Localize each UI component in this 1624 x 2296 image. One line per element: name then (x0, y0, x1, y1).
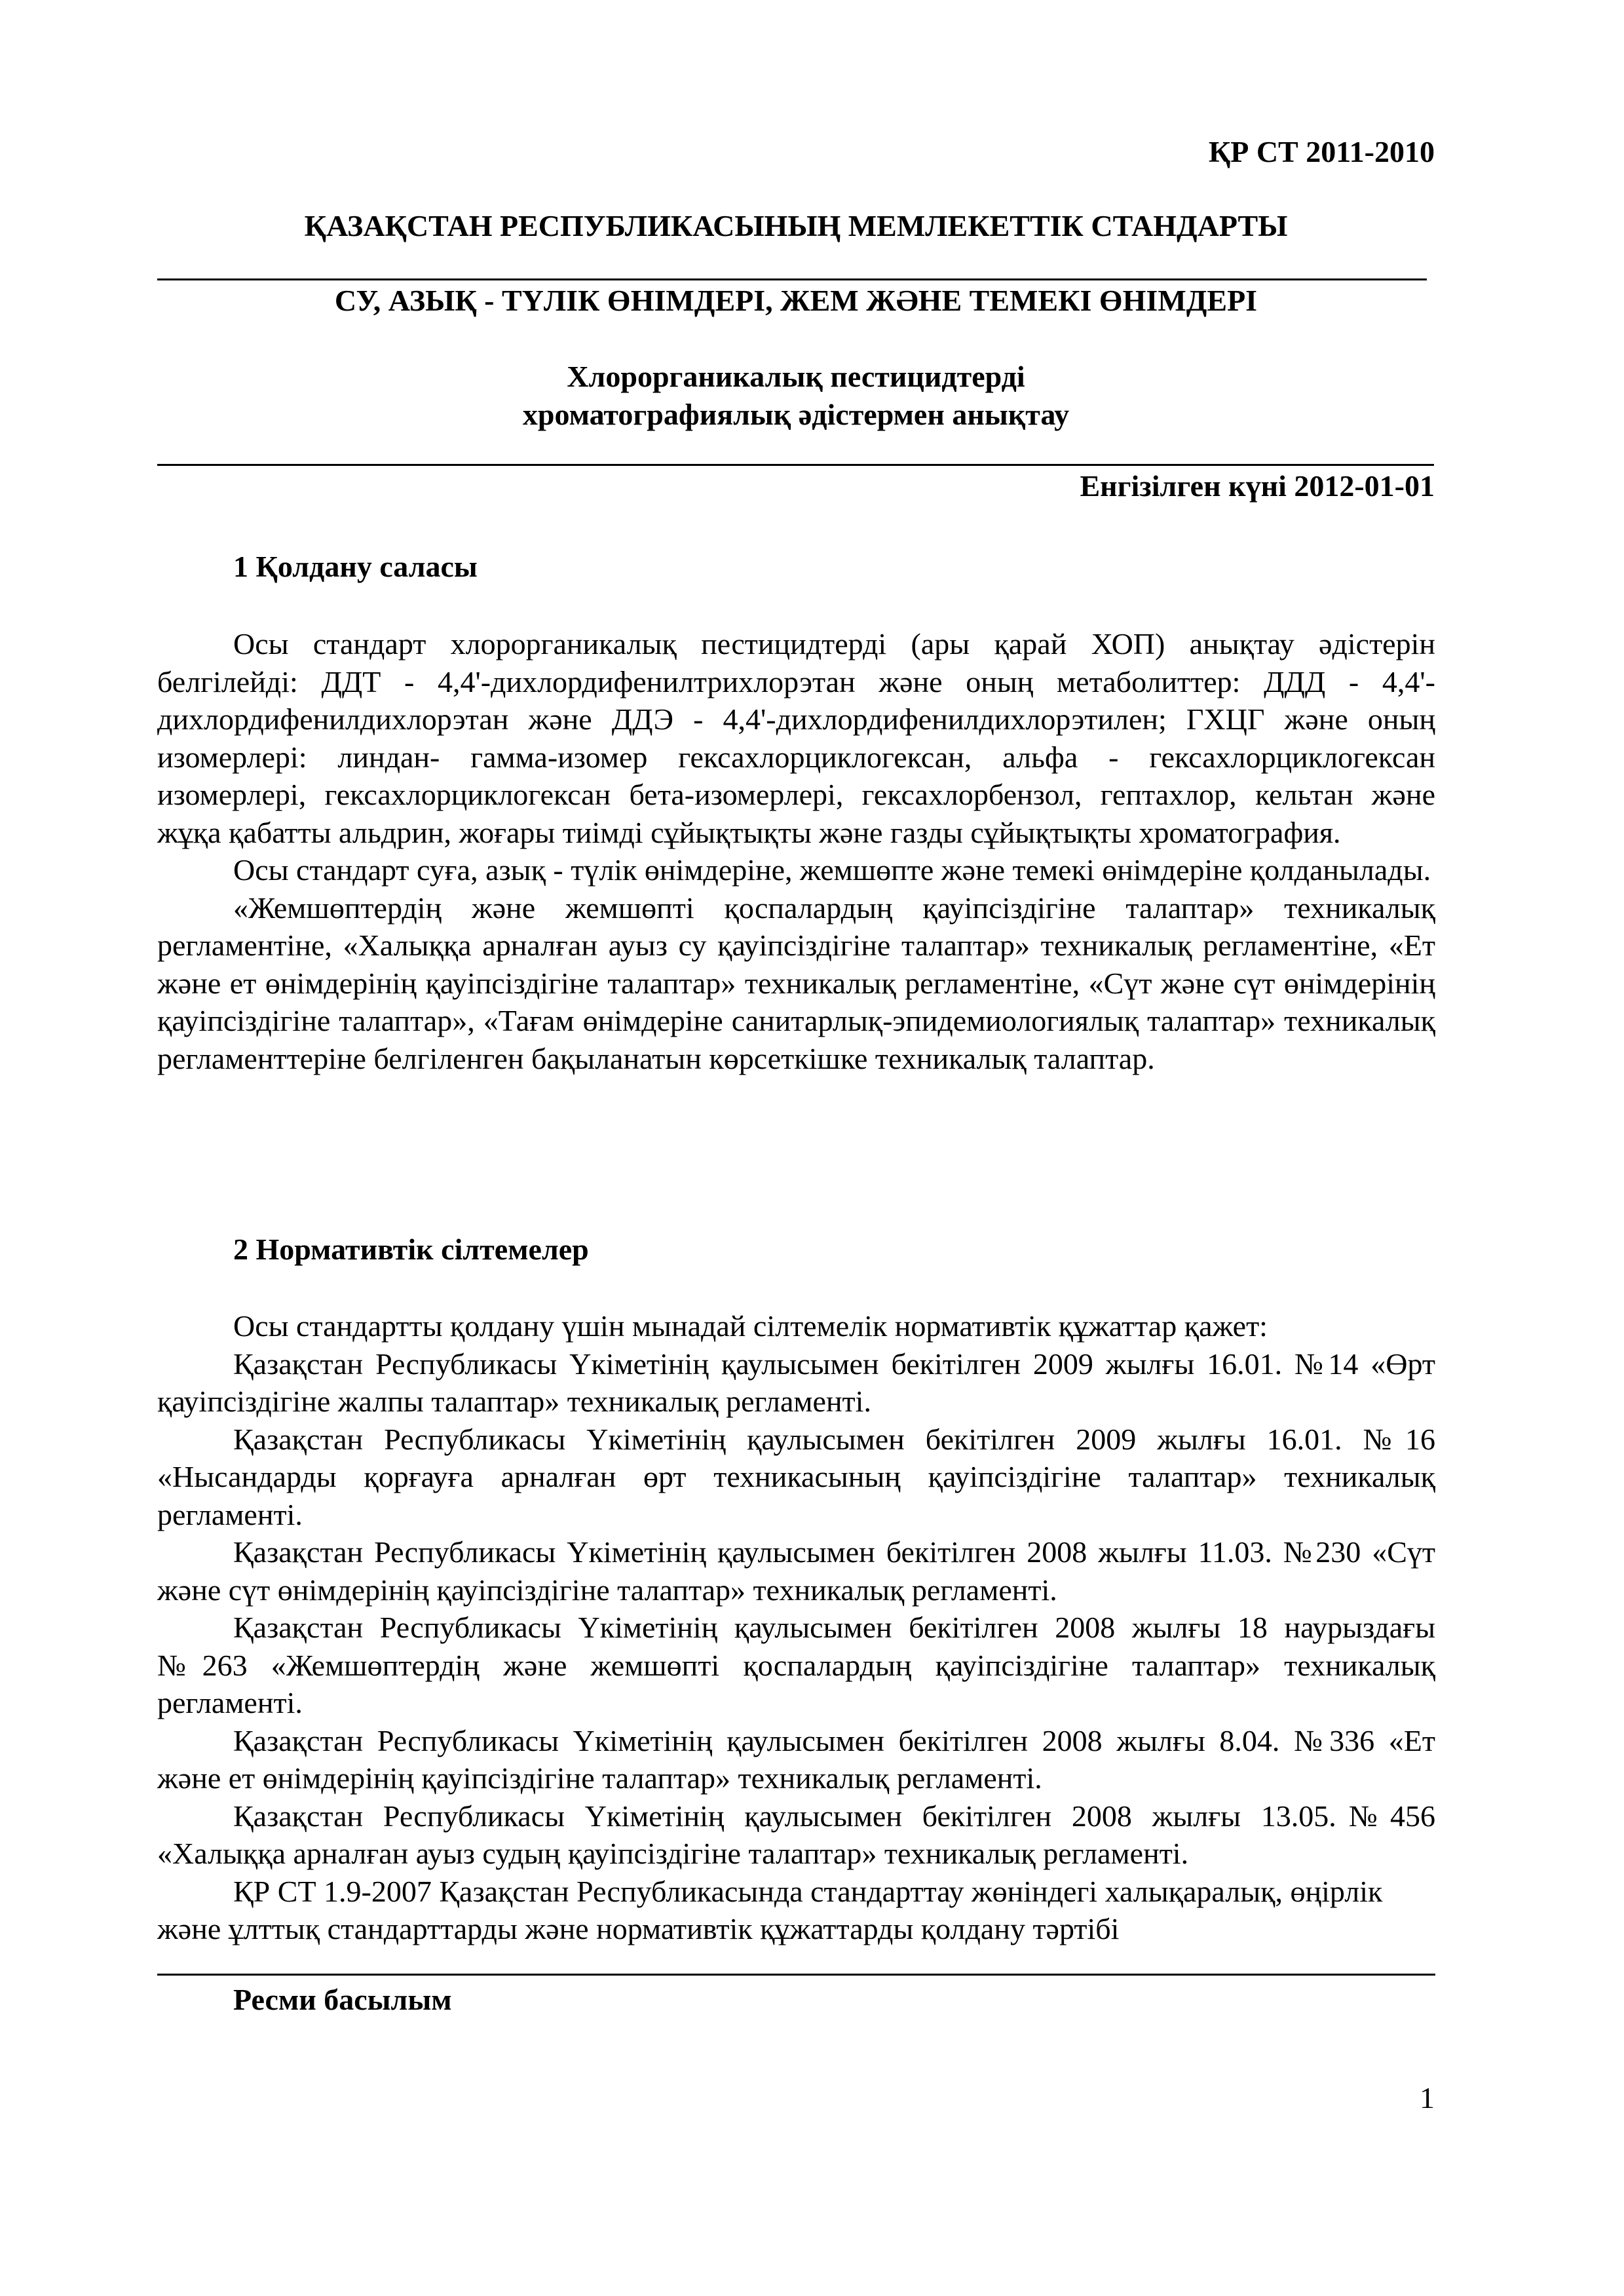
title-divider (157, 278, 1427, 280)
section-1-paragraph: Осы стандарт хлорорганикалық пестицидтерді (ары қарай ХОП) анықтау әдістерін белгілейді: ДДТ - 4,4'-дихлордифенилтрихлорэтан және оның метаболиттер: ДДД - 4,4'-дихлордифенилдихлорэтан және ДДЭ - 4,4'-дихлордифенилдихлорэтилен; ГХЦГ және оның изомерлері: линдан- гамма-изомер гексахлорциклогексан, альфа - гексахлорциклогексан изомерлері, гексахлорциклогексан бета-изомерлері, гексахлорбензол, гептахлор, кельтан және жұқа қабатты альдрин, жоғары тиімді сұйықтықты және газды сұйықтықты хроматография. (157, 627, 1435, 849)
section-2-paragraph: Қазақстан Республикасы Үкіметінің қаулысымен бекітілген 2008 жылғы 13.05.№456 «Халыққа арналған ауыз судың қауіпсіздігіне талаптар» техникалық регламенті. (157, 1799, 1435, 1870)
page-number: 1 (1420, 2081, 1435, 2114)
section-2-paragraph: Қазақстан Республикасы Үкіметінің қаулысымен бекітілген 2008 жылғы 11.03. №230 «Сүт және сүт өнімдерінің қауіпсіздігіне талаптар» техникалық регламенті. (157, 1535, 1435, 1607)
standard-title: ҚАЗАҚСТАН РЕСПУБЛИКАСЫНЫҢ МЕМЛЕКЕТТІК СТАНДАРТЫ (304, 209, 1288, 242)
section-2-paragraph: Қазақстан Республикасы Үкіметінің қаулысымен бекітілген 2008 жылғы 8.04. №336 «Ет және ет өнімдерінің қауіпсіздігіне талаптар» техникалық регламенті. (157, 1723, 1435, 1795)
section-2-heading: 2 Нормативтік сілтемелер (233, 1233, 589, 1266)
section-1-body (157, 625, 1435, 1077)
document-code: ҚР СТ 2011-2010 (1208, 135, 1435, 168)
official-edition-label: Ресми басылым (233, 1983, 452, 2016)
section-1-paragraph: «Жемшөптердің және жемшөпті қоспалардың қауіпсіздігіне талаптар» техникалық регламентіне, «Халыққа арналған ауыз су қауіпсіздігіне талаптар» техникалық регламентіне, «Ет және ет өнімдерінің қауіпсіздігіне талаптар» техникалық регламентіне, «Сүт және сүт өнімдерінің қауіпсіздігіне талаптар», «Тағам өнімдеріне санитарлық-эпидемиологиялық талаптар» техникалық регламенттеріне белгіленген бақыланатын көрсеткішке техникалық талаптар. (157, 890, 1435, 1075)
subtitle-line-1: Хлорорганикалық пестицидтерді (567, 360, 1025, 393)
category-title: СУ, АЗЫҚ - ТҮЛІК ӨНІМДЕРІ, ЖЕМ ЖӘНЕ ТЕМЕКІ ӨНІМДЕРІ (334, 284, 1258, 317)
section-2-paragraph: Қазақстан Республикасы Үкіметінің қаулысымен бекітілген 2008 жылғы 18 наурыздағы №263 «Жемшөптердің және жемшөпті қоспалардың қауіпсіздігіне талаптар» техникалық регламенті. (157, 1611, 1435, 1719)
section-2-paragraph: Қазақстан Республикасы Үкіметінің қаулысымен бекітілген 2009 жылғы 16.01. №16 «Нысандарды қорғауға арналған өрт техникасының қауіпсіздігіне талаптар» техникалық регламенті. (157, 1422, 1435, 1531)
effective-date: Енгізілген күні 2012-01-01 (1080, 469, 1435, 503)
subtitle-divider (157, 464, 1434, 466)
section-2-paragraph: Осы стандартты қолдану үшін мынадай сілтемелік нормативтік құжаттар қажет: (233, 1309, 1268, 1343)
section-2-paragraph: Қазақстан Республикасы Үкіметінің қаулысымен бекітілген 2009 жылғы 16.01. №14 «Өрт қауіпсіздігіне жалпы талаптар» техникалық регламенті. (157, 1347, 1435, 1418)
section-2-paragraph: ҚР СТ 1.9-2007 Қазақстан Республикасында стандарттау жөніндегі халықаралық, өңірлік және ұлттық стандарттарды және нормативтік құжаттарды қолдану тәртібі (157, 1874, 1383, 1945)
subtitle-line-2: хроматографиялық әдістермен анықтау (522, 398, 1070, 431)
section-2-body (157, 1307, 1435, 1948)
footer-divider (157, 1974, 1435, 1976)
section-1-paragraph: Осы стандарт суға, азық - түлік өнімдеріне, жемшөпте және темекі өнімдеріне қолданылады. (233, 853, 1431, 887)
section-1-heading: 1 Қолдану саласы (233, 550, 478, 583)
